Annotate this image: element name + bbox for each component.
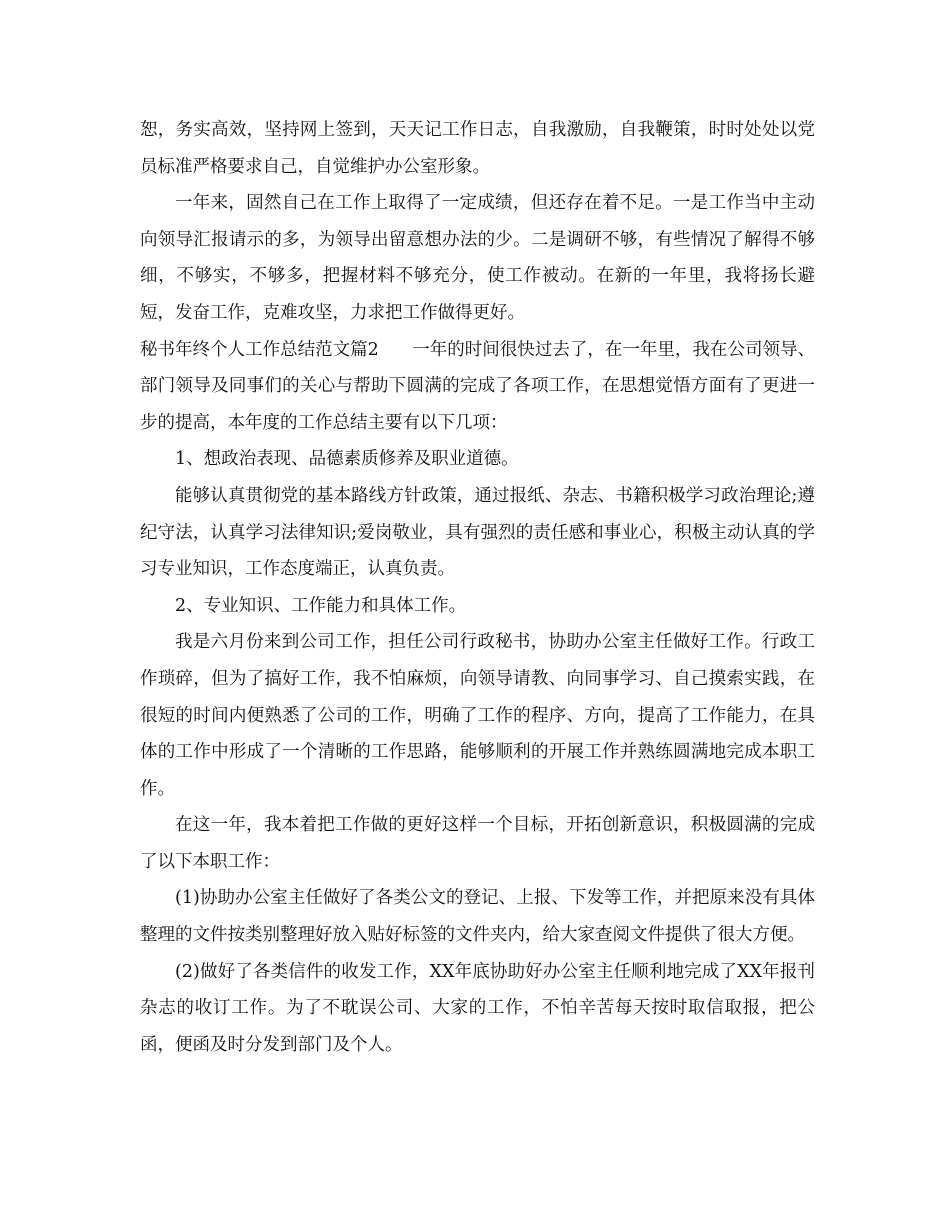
paragraph-2: 一年来，固然自己在工作上取得了一定成绩，但还存在着不足。一是工作当中主动向领导汇报请示的多，为领导出留意想办法的少。二是调研不够，有些情况了解得不够细，不够实，不够多，把握材料不够充分，使工作被动。在新的一年里，我将扬长避短，发奋工作，克难攻坚，力求把工作做得更好。 — [140, 193, 815, 323]
list-item-1: (1)协助办公室主任做好了各类公文的登记、上报、下发等工作，并把原来没有具体整理的文件按类别整理好放入贴好标签的文件夹内，给大家查阅文件提供了很大方便。 — [140, 888, 815, 946]
section-heading-paragraph: 秘书年终个人工作总结范文篇2 一年的时间很快过去了，在一年里，我在公司领导、部门领导及同事们的关心与帮助下圆满的完成了各项工作，在思想觉悟方面有了更进一步的提高，本年度的工作总结主要有以下几项： — [140, 339, 815, 433]
paragraph-5: 能够认真贯彻党的基本路线方针政策，通过报纸、杂志、书籍积极学习政治理论;遵纪守法，认真学习法律知识;爱岗敬业，具有强烈的责任感和事业心，积极主动认真的学习专业知识，工作态度端正，认真负责。 — [140, 485, 815, 580]
paragraph-8: 在这一年，我本着把工作做的更好这样一个目标，开拓创新意识，积极圆满的完成了以下本职工作： — [140, 815, 815, 872]
list-item-2: (2)做好了各类信件的收发工作，XX年底协助好办公室主任顺利地完成了XX年报刊杂志的收订工作。为了不耽误公司、大家的工作，不怕辛苦每天按时取信取报，把公函，便函及时分发到部门及个人。 — [140, 961, 815, 1055]
document-body — [140, 112, 815, 1063]
subheading-1: 1、想政治表现、品德素质修养及职业道德。 — [175, 449, 519, 470]
paragraph-1: 恕，务实高效，坚持网上签到，天天记工作日志，自我激励，自我鞭策，时时处处以党员标准严格要求自己，自觉维护办公室形象。 — [140, 120, 815, 177]
paragraph-7: 我是六月份来到公司工作，担任公司行政秘书，协助办公室主任做好工作。行政工作琐碎，但为了搞好工作，我不怕麻烦，向领导请教、向同事学习、自己摸索实践，在很短的时间内便熟悉了公司的工作，明确了工作的程序、方向，提高了工作能力，在具体的工作中形成了一个清晰的工作思路，能够顺利的开展工作并熟练圆满地完成本职工作。 — [140, 632, 815, 799]
subheading-2: 2、专业知识、工作能力和具体工作。 — [175, 595, 467, 616]
